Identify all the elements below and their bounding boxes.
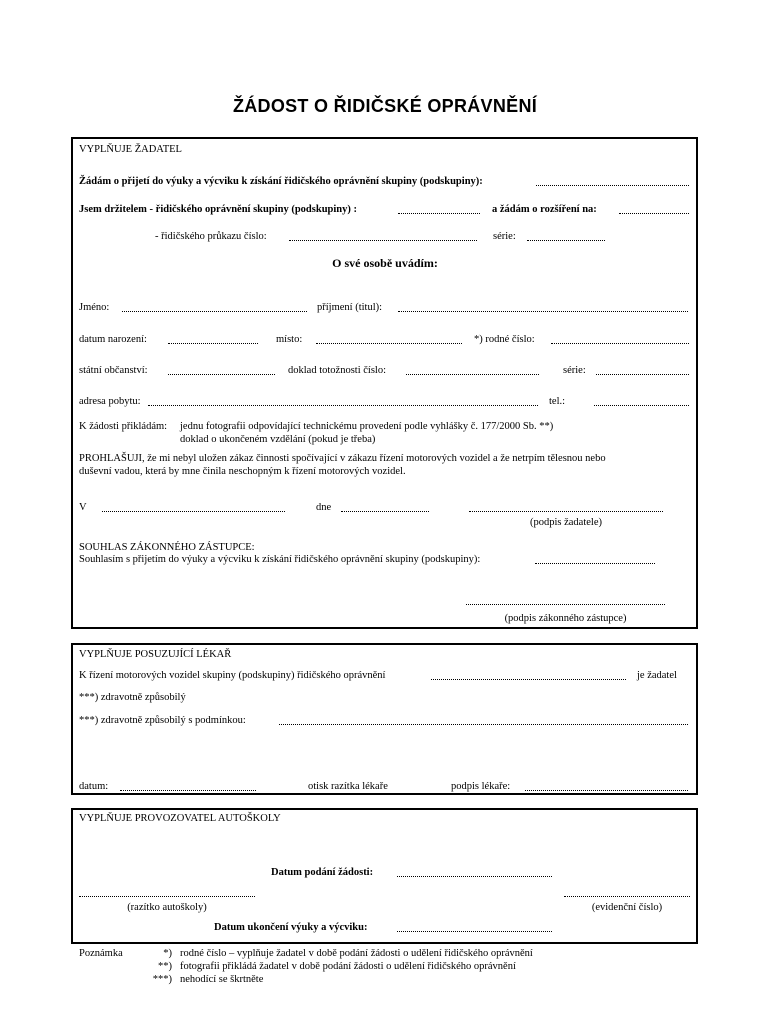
birth-date-label: datum narození: <box>79 334 147 345</box>
id-doc-field[interactable] <box>406 374 539 375</box>
about-heading: O své osobě uvádím: <box>332 256 438 270</box>
in-place-field[interactable] <box>102 511 285 512</box>
note-text: nehodící se škrtněte <box>180 974 264 985</box>
id-series-label: série: <box>563 365 586 376</box>
end-date-label: Datum ukončení výuky a výcviku: <box>214 922 368 933</box>
phone-field[interactable] <box>594 405 689 406</box>
consent-group-field[interactable] <box>535 563 655 564</box>
note-text: rodné číslo – vyplňuje žadatel v době podání žádosti o udělení řidičského oprávnění <box>180 948 533 959</box>
fit-option[interactable]: ***) zdravotně způsobilý <box>79 692 186 703</box>
end-date-field[interactable] <box>397 931 552 932</box>
doctor-stamp-label: otisk razítka lékaře <box>308 781 388 792</box>
request-line: Žádám o přijetí do výuky a výcviku k získání řidičského oprávnění skupiny (podskupiny): <box>79 176 483 187</box>
note-mark: ***) <box>152 974 172 985</box>
doctor-signature-label: podpis lékaře: <box>451 781 511 792</box>
consent-header: SOUHLAS ZÁKONNÉHO ZÁSTUPCE: <box>79 542 255 553</box>
extension-label: a žádám o rozšíření na: <box>492 204 597 215</box>
applicant-header: VYPLŇUJE ŽADATEL <box>79 144 182 155</box>
phone-label: tel.: <box>549 396 566 407</box>
applicant-signature-field[interactable] <box>469 511 663 512</box>
attach-education: doklad o ukončeném vzdělání (pokud je třeba) <box>180 434 376 445</box>
license-no-label: - řidičského průkazu číslo: <box>155 231 267 242</box>
id-series-field[interactable] <box>596 374 689 375</box>
notes-label: Poznámka <box>79 948 123 959</box>
school-stamp-field[interactable] <box>79 896 255 897</box>
birth-number-label: *) rodné číslo: <box>474 334 535 345</box>
surname-label: příjmení (titul): <box>317 302 383 313</box>
doctor-group-field[interactable] <box>431 679 626 680</box>
date-field[interactable] <box>341 511 429 512</box>
declaration-line-2: duševní vadou, která by mne činila neschopným k řízení motorových vozidel. <box>79 466 406 477</box>
attach-photo: jednu fotografii odpovídající technickému provedení podle vyhlášky č. 177/2000 Sb. **) <box>180 421 554 432</box>
first-name-field[interactable] <box>122 311 307 312</box>
consent-text: Souhlasím s přijetím do výuky a výcviku k získání řidičského oprávnění skupiny (podskupiny): <box>79 554 481 565</box>
request-group-field[interactable] <box>536 185 689 186</box>
surname-field[interactable] <box>398 311 688 312</box>
holder-group-field[interactable] <box>398 213 480 214</box>
attach-label: K žádosti přikládám: <box>79 421 168 432</box>
address-field[interactable] <box>148 405 538 406</box>
is-applicant-label: je žadatel <box>637 670 677 681</box>
place-label: místo: <box>276 334 303 345</box>
license-series-label: série: <box>493 231 516 242</box>
doctor-date-label: datum: <box>79 781 109 792</box>
citizenship-field[interactable] <box>168 374 275 375</box>
birth-date-field[interactable] <box>168 343 258 344</box>
submission-date-field[interactable] <box>397 876 552 877</box>
first-name-label: Jméno: <box>79 302 110 313</box>
school-header: VYPLŇUJE PROVOZOVATEL AUTOŠKOLY <box>79 813 281 824</box>
doctor-signature-field[interactable] <box>525 790 688 791</box>
conditions-field[interactable] <box>279 724 688 725</box>
id-doc-label: doklad totožnosti číslo: <box>288 365 386 376</box>
in-place-label: V <box>79 502 87 513</box>
reg-number-field[interactable] <box>564 896 690 897</box>
holder-line: Jsem držitelem - řidičského oprávnění skupiny (podskupiny) : <box>79 204 357 215</box>
guardian-signature-field[interactable] <box>466 604 665 605</box>
submission-date-label: Datum podání žádosti: <box>271 867 374 878</box>
date-label: dne <box>316 502 332 513</box>
license-no-field[interactable] <box>289 240 477 241</box>
place-field[interactable] <box>316 343 462 344</box>
address-label: adresa pobytu: <box>79 396 141 407</box>
applicant-signature-caption: (podpis žadatele) <box>529 517 602 528</box>
reg-number-caption: (evidenční číslo) <box>591 902 663 913</box>
note-text: fotografii přikládá žadatel v době podání žádosti o udělení řidičského oprávnění <box>180 961 516 972</box>
school-stamp-caption: (razítko autoškoly) <box>127 902 207 913</box>
doctor-header: VYPLŇUJE POSUZUJÍCÍ LÉKAŘ <box>79 649 232 660</box>
guardian-signature-caption: (podpis zákonného zástupce) <box>504 613 627 624</box>
doctor-date-field[interactable] <box>120 790 256 791</box>
note-mark: **) <box>158 961 172 972</box>
note-mark: *) <box>163 948 172 959</box>
birth-number-field[interactable] <box>551 343 689 344</box>
extension-field[interactable] <box>619 213 689 214</box>
doctor-line: K řízení motorových vozidel skupiny (podskupiny) řidičského oprávnění <box>79 670 386 681</box>
citizenship-label: státní občanství: <box>79 365 148 376</box>
school-section <box>71 808 698 944</box>
fit-conditions-option[interactable]: ***) zdravotně způsobilý s podmínkou: <box>79 715 246 726</box>
license-series-field[interactable] <box>527 240 605 241</box>
declaration-line-1: PROHLAŠUJI, že mi nebyl uložen zákaz činnosti spočívající v zákazu řízení motorových vozidel a že netrpím tělesnou nebo <box>79 453 606 464</box>
page-title: ŽÁDOST O ŘIDIČSKÉ OPRÁVNĚNÍ <box>232 96 538 116</box>
